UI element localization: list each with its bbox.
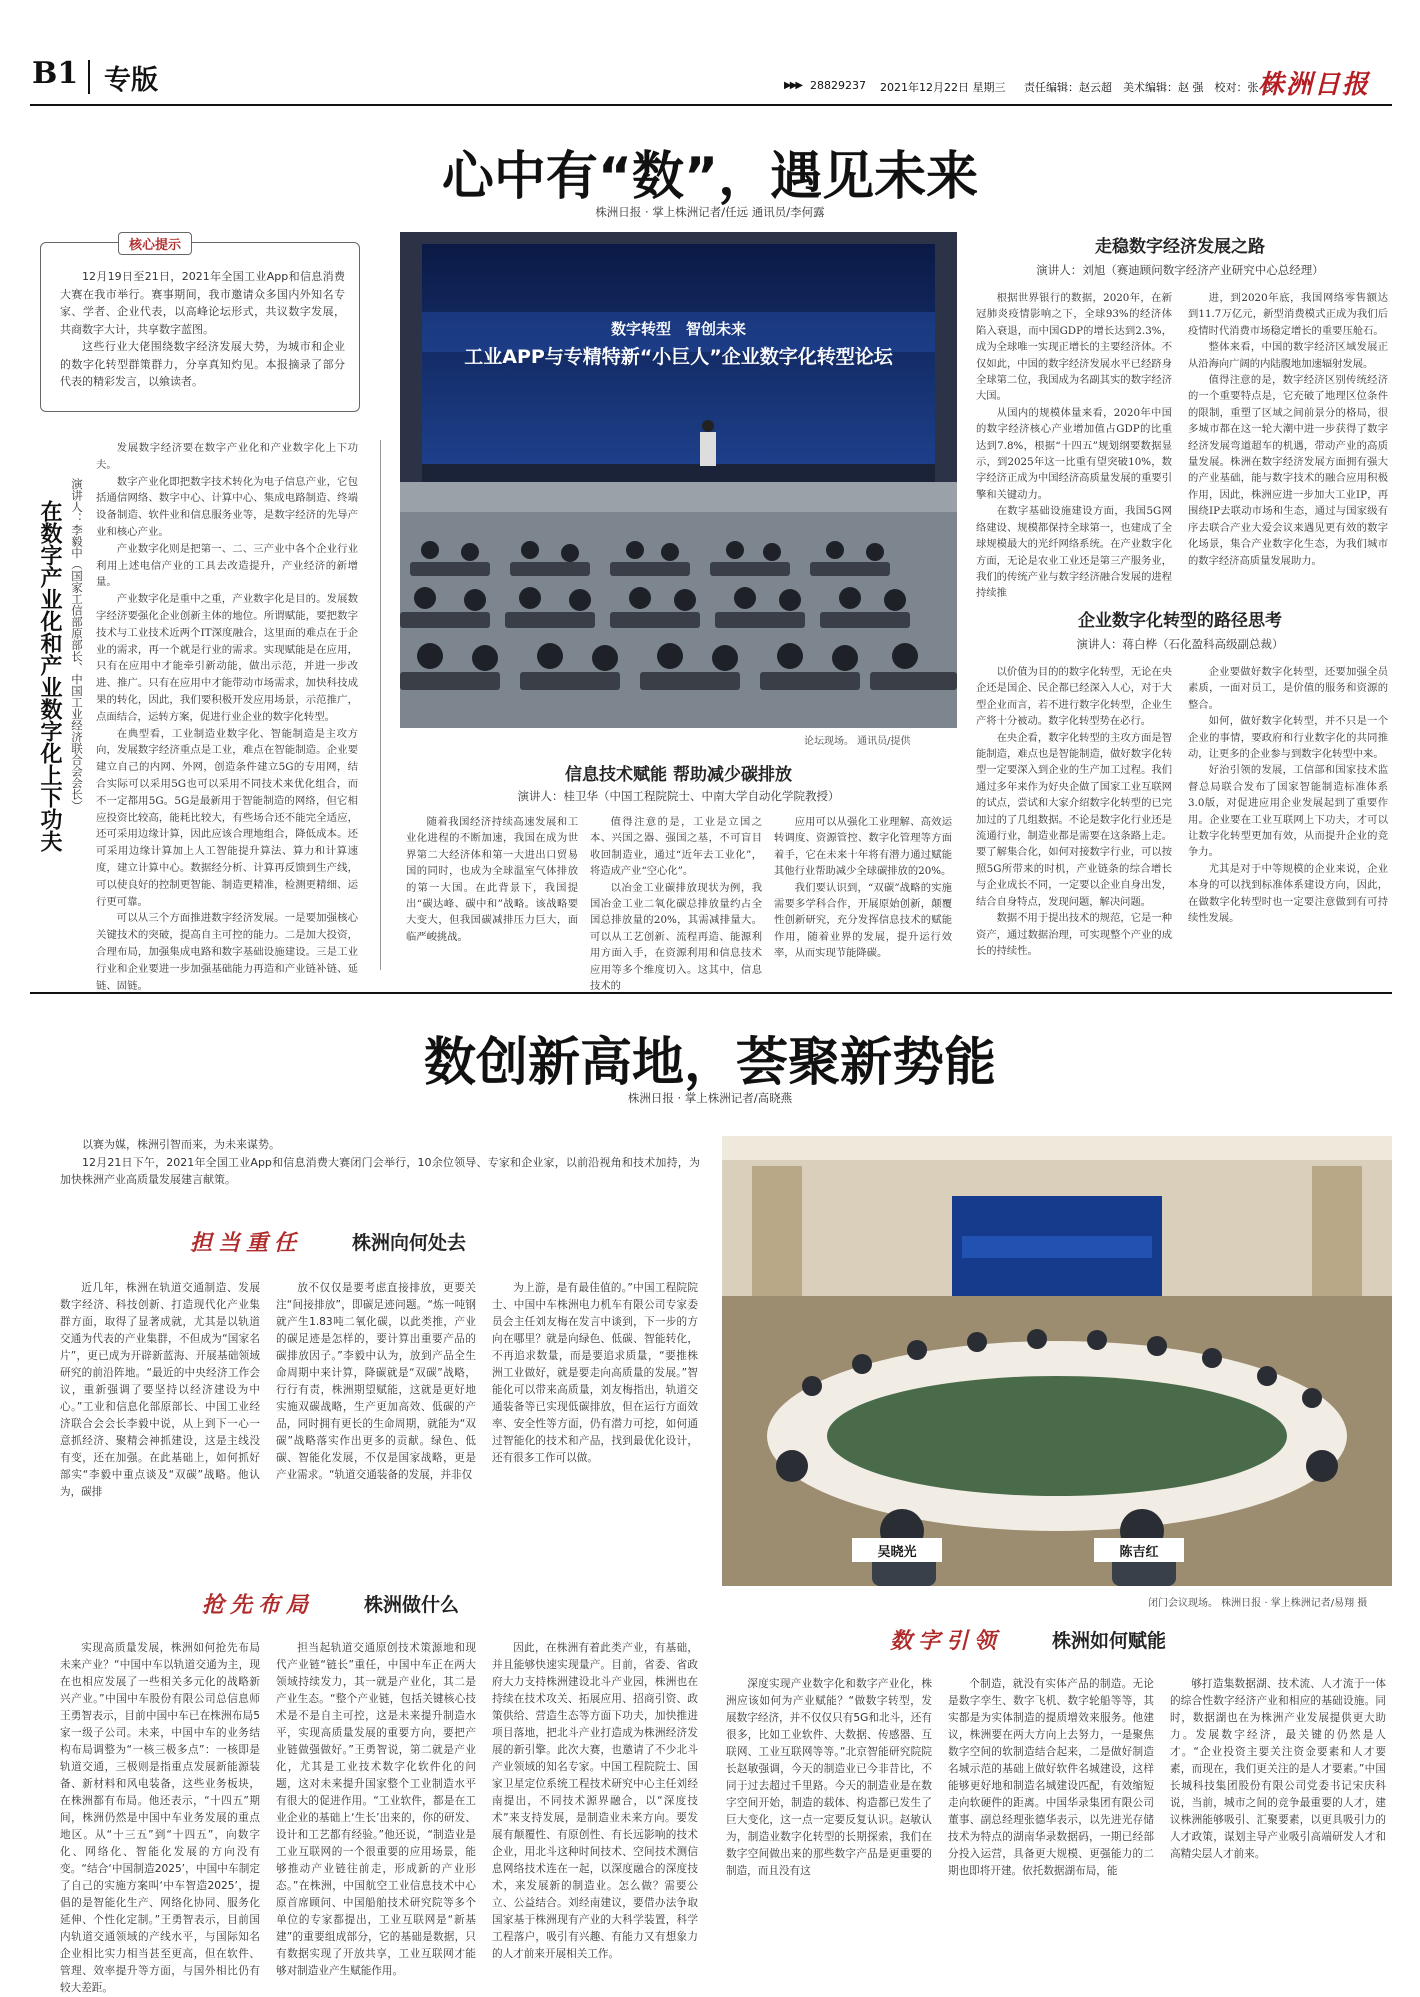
article2-intro-p2: 12月21日下午，2021年全国工业App和信息消费大赛闭门会举行，10余位领导、专家和企业家，以前沿视角和技术加持，为加快株洲产业高质量发展建言献策。	[60, 1155, 700, 1186]
meeting-photo-image	[722, 1136, 1392, 1586]
s1-p1: 根据世界银行的数据，2020年，在新冠肺炎疫情影响之下，全球93%的经济体陷入衰退，而中国GDP的增长达到2.3%，成为全球唯一实现正增长的主要经济体。不仅如此，中国的数字经济发展水平已经跻身全球第二位，我国成为名副其实的数字经济大国。	[976, 292, 1172, 403]
s2-body-col1	[406, 814, 578, 974]
sec1-title: 株洲向何处去	[352, 1232, 467, 1254]
sec1-deco-title: 担当重任	[190, 1230, 303, 1256]
s1-p5: 整体来看，中国的数字经济区域发展正从沿海向广阔的内陆腹地加速辐射发展。	[1188, 341, 1388, 370]
s3-title: 企业数字化转型的路径思考	[1078, 611, 1282, 631]
sec2-col1-text: 实现高质量发展，株洲如何抢先布局未来产业？“中国中车以轨道交通为主，现在也相应发展了一些相关多元化的战略新兴产业。”中国中车股份有限公司总信息师王勇智表示，目前中国中车已在株洲布局5家一级子公司。未来，中国中车的业务结构布局调整为“一核三极多点”：一核即是轨道交通，三极则是指重点发展新能源装备、新材料和风电装备，这些业务板块，在株洲都有布局。他还表示，“十四五”期间，株洲仍然是中国中车业务发展的重点地区。从“十三五”到“十四五”，向数字化、网络化、智能化发展的方向没有变。“结合‘中国制造2025’，中国中车制定了自己的实施方案叫‘中车智造2025’，提倡的是智能化生产、网络化协同、服务化延伸、个性化定制。”王勇智表示，目前国内轨道交通领域的产线水平，与国际知名企业相比实力相当甚至更高，但在软件、管理、效率提升等方面，与国外相比仍有较大差距。	[60, 1642, 260, 1994]
sec1-col3	[492, 1280, 698, 1580]
sec1-col2	[276, 1280, 476, 1580]
s3-body-left	[976, 664, 1172, 974]
s3-p7: 尤其是对于中等规模的企业来说，企业本身的可以找到标准体系建设方向，因此，在做数字化转型时也一定要注意做到有可持续性发展。	[1188, 862, 1388, 925]
s3-p2: 在央企看，数字化转型的主攻方面是智能制造，难点也是智能制造，做好数字化转型一定要深入到企业的生产加工过程。我们通过多年来作为好央企做了国家工业互联网的试点，尝试和大家介绍数字化转型的已完加过的了几组数据。不论是数字化行业还是流通行业，制造业都是需要在这条路上走。要了解集合化，如何对接数字行业，可以按照5G所带来的时机，产业链条的综合增长与企业成长不同，一定要以企业自身出发，结合自身特点，发现问题，解决问题。	[976, 731, 1172, 908]
sec3-col3	[1170, 1676, 1386, 1968]
sec3-col1	[726, 1676, 932, 1968]
article2-intro-p1: 以赛为媒，株洲引智而来，为未来谋势。	[82, 1138, 280, 1151]
s3-p1: 以价值为目的的数字化转型，无论在央企还是国企、民企都已经深入人心，对于大型企业而言，若不进行数字化转型，企业生产将十分被动。数字化转型势在必行。	[976, 666, 1172, 728]
s3-p3: 数据不用于提出技术的规范，它是一种资产，通过数据治理，可实现整个产业的成长的持续性。	[976, 912, 1172, 957]
side-p5: 在典型看，工业制造业数字化、智能制造是主攻方向，发展数字经济重点是工业，难点在智能制造。企业要建立自己的内网、外网，创造条件建立5G的专用网，结合实际可以采用5G也可以采用不同技术来优化组合，而不一定都用5G。5G是最新用于智能制造的网络，但它相应投资比较高，能耗比较大，有些场合还不能完全适应，还可采用边缘计算，因此应该合理地组合，降低成本。还可采用边缘计算加上人工智能提升算法、算力和计算速度，建立计算中心。数据经分析、计算再反馈到生产线，可以使良好的控制更智能、制造更精准，检测更精细、运行更可靠。	[96, 727, 358, 908]
article1-title: 心中有“数”，遇见未来	[441, 147, 979, 207]
side-p4: 产业数字化是重中之重，产业数字化是目的。发展数字经济要强化企业创新主体的地位。所谓赋能，要把数字技术与工业技术近两个IT深度融合，这里面的难点在于企业的需求，再一个就是行业的需求。实现赋能是在应用，只有在应用中才能牵引新动能，做出示范，并进一步改进、推广。只有在应用中才能带动市场需求，加快科技成果的转化，因此，我们要积极开发应用场景，示范推广，点面结合，运转方案，促进行业企业的数字化转型。	[96, 593, 358, 723]
forum-photo-image	[400, 232, 957, 728]
s2-p5: 我们要认识到，“双碳”战略的实施需要多学科合作，开展原始创新，颠覆性创新研究，充分发挥信息技术的赋能作用，随着业界的发展，提升运行效率，从而实现节能降碳。	[774, 881, 952, 960]
s3-p6: 好治引领的发展，工信部和国家技术监督总局联合发布了国家智能制造标准体系3.0版，对促进应用企业发展起到了重要作用。企业要在工业互联网上下功夫，才可以让数字化转型更加有效，从而提升企业的竞争力。	[1188, 764, 1388, 859]
nameplate-1: 吴晓光	[877, 1545, 917, 1560]
forum-banner-line2: 工业APP与专精特新“小巨人”企业数字化转型论坛	[464, 346, 893, 368]
s1-p4: 进，到2020年底，我国网络零售额达到11.7万亿元，新型消费模式正成为我们后疫情时代消费市场稳定增长的重要压舱石。	[1188, 292, 1388, 337]
s2-p2: 值得注意的是，工业是立国之本、兴国之器、强国之基，不可盲目收回制造业，通过“近年去工业化”，将造成产业“空心化”。	[590, 816, 762, 878]
s2-p1: 随着我国经济持续高速发展和工业化进程的不断加速，我国在成为世界第二大经济体和第一大进出口贸易国的同时，也成为全球温室气体排放的第一大国。在此背景下，我国提出“碳达峰、碳中和”战略。该战略要大变大，但我国碳减排压力巨大，面临严峻挑战。	[406, 816, 578, 943]
section-name: 专版	[104, 65, 158, 96]
sec1-col3-text: 为上游，是有最佳值的。”中国工程院院士、中国中车株洲电力机车有限公司专家委员会主任刘友梅在发言中谈到，下一步的方向在哪里？就是向绿色、低碳、智能转化，不再追求数量，而是要追求质量，“要推株洲工业做好，就是要走向高质量的发展。”智能化可以带来高质量，刘友梅指出，轨道交通装备等已实现低碳排放，但在运行方面效率、安全性等方面，仍有潜力可挖，如何通过智能化的技术和产品，找到最优化设计，还有很多工作可以做。	[492, 1282, 698, 1464]
s1-speaker: 演讲人：刘旭（赛迪顾问数字经济产业研究中心总经理）	[1036, 263, 1324, 277]
s2-title: 信息技术赋能 帮助减少碳排放	[565, 765, 792, 785]
sec2-col2	[276, 1640, 476, 1977]
phone-number: 28829237	[810, 79, 866, 92]
s1-body-right	[1188, 290, 1388, 580]
sec3-deco-title: 数字引领	[890, 1628, 1003, 1654]
article1-byline: 株洲日报 · 掌上株洲记者/任远 通讯员/李何露	[595, 205, 825, 219]
sec2-col2-text: 担当起轨道交通原创技术策源地和现代产业链“链长”重任，中国中车正在两大领域持续发力，其一就是产业化，其二是产业生态。“整个产业链，包括关键核心技术是不是自主可控，这是未来提升制造水平，实现高质量发展的重要方向，要把产业链做强做好。”王勇智说，第二就是产业化，尤其是工业技术数字化软件化的问题，这对未来提升国家整个工业制造水平有很大的促进作用。“工业软件，都是在工业企业的基础上‘生长’出来的，你的研发、设计和工艺都有经验。”他还说，“制造业是工业互联网的一个很重要的应用场景，能够推动产业链往前走，形成新的产业形态。”在株洲，中国航空工业信息技术中心原首席顾问、中国船舶技术研究院等多个单位的专家都提出，工业互联网是“新基建”的重要组成部分，它的基础是数据，只有数据实现了开放共享，工业互联网才能够对制造业产生赋能作用。	[276, 1642, 476, 1977]
s3-p5: 如何，做好数字化转型，并不只是一个企业的事情，要政府和行业数字化的共同推动，让更多的企业参与到数字化转型中来。	[1188, 715, 1388, 761]
sec1-col1-text: 近几年，株洲在轨道交通制造、发展数字经济、科技创新、打造现代化产业集群方面，取得了显著成就，尤其是以轨道交通为代表的产业集群，不但成为“国家名片”，更已成为开辟新蓝海、开展基础领域研究的前沿阵地。“最近的中央经济工作会议，重新强调了要坚持以经济建设为中心。”工业和信息化部原部长、中国工业经济联合会会长李毅中说，从上到下一心一意抓经济、聚精会神抓建设，这是主线没有变，还在加强。在此基础上，如何抓好部实“李毅中重点谈及“双碳”战略。他认为，碳排	[60, 1282, 260, 1498]
core-hint-label	[118, 232, 192, 255]
editor-credits: 责任编辑：赵云超 美术编辑：赵 强 校对：张 武	[1024, 81, 1273, 94]
side-p6: 可以从三个方面推进数字经济发展。一是要加强核心关键技术的突破，提高自主可控的能力。二是加大投资，合理布局，加强集成电路和数字基础设施建设。三是工业行业和企业要进一步加强基础能力再造和产业链补链、延链、固链。	[96, 912, 358, 992]
core-hint-label-text: 核心提示	[129, 238, 182, 253]
forum-banner-line1: 数字转型 智创未来	[610, 320, 746, 338]
s2-body-col2	[590, 814, 762, 993]
side-article-body	[96, 440, 358, 992]
sec3-col3-text: 够打造集数据湖、技术流、人才流于一体的综合性数字经济产业和相应的基础设施。同时，数据湖也在为株洲产业发展提供更大助力。发展数字经济，最关键的仍然是人才。“企业投资主要关注资金要素和人才要素，而现在，我们更关注的是人才要素。”中国长城科技集团股份有限公司党委书记宋庆科说，当前，城市之间的竞争最重要的人才，建议株洲能够吸引、汇聚要素，以更具吸引力的人才政策，谋划主导产业吸引高端研发人才和高精尖层人才前来。	[1170, 1678, 1386, 1860]
core-hint-p2: 这些行业大佬围绕数字经济发展大势，为城市和企业的数字化转型群策群力，分享真知灼见。本报摘录了部分代表的精彩发言，以飨读者。	[60, 340, 345, 388]
article2-byline: 株洲日报 · 掌上株洲记者/高晓燕	[627, 1091, 793, 1105]
s3-p4: 企业要做好数字化转型，还要加强全员素质，一面对员工，是价值的服务和资源的整合。	[1188, 666, 1388, 711]
side-p1: 发展数字经济要在数字产业化和产业数字化上下功夫。	[96, 442, 358, 471]
side-headline: 在数字产业化和产业数字化上下功夫	[37, 500, 62, 852]
forum-photo	[400, 232, 957, 728]
side-p3: 产业数字化则是把第一、二、三产业中各个企业行业利用上述电信产业的工具去改造提升，产业经济的新增量。	[96, 542, 358, 589]
core-hint-p1: 12月19日至21日，2021年全国工业App和信息消费大赛在我市举行。赛事期间，我市邀请众多国内外知名专家、学者、企业代表，以高峰论坛形式，共议数字发展，共商数字大计，共享数字蓝图。	[60, 270, 345, 336]
sec2-col3	[492, 1640, 698, 1968]
sec1-col2-text: 放不仅仅是要考虑直接排放，更要关注“间接排放”，即碳足迹问题。“炼一吨钢就产生1.83吨二氧化碳，以此类推，产业的碳足迹是怎样的，要计算出重要产品的碳排放因子。”李毅中认为，放到产品全生命周期中来计算，降碳就是“双碳”战略，行行有责，株洲期望赋能，这就是更好地实施双碳战略，生产更加高效、低碳的产品，同时拥有更长的生命周期，就能为“双碳”战略落实作出更多的贡献。绿色、低碳、智能化发展，不仅是国家战略，更是产业需求。“轨道交通装备的发展，并非仅	[276, 1282, 476, 1481]
sec3-title: 株洲如何赋能	[1052, 1630, 1167, 1652]
s1-body-left	[976, 290, 1172, 600]
s2-p4: 应用可以从强化工业理解、高效运转调度、资源管控、数字化管理等方面着手，它在未来十年将有潜力通过赋能其他行业帮助减少全球碳排放的20%。	[774, 816, 952, 878]
s3-speaker: 演讲人：蒋白桦（石化盈科高级副总裁）	[1076, 637, 1284, 651]
s2-p3: 以冶金工业碳排放现状为例，我国冶金工业二氧化碳总排放量约占全国总排放量的20%，其需减排量大。可以从工艺创新、流程再造、能源利用方面入手，在资源利用和信息技术应用等多个维度切入。这其中，信息技术的	[590, 881, 762, 993]
newspaper-logo: 株洲日报	[1258, 70, 1371, 100]
side-divider	[380, 440, 381, 970]
s2-body-col3	[774, 814, 952, 974]
meeting-photo-caption: 闭门会议现场。 株洲日报 · 掌上株洲记者/易翔 摄	[1148, 1598, 1368, 1609]
page-number: B1	[32, 56, 79, 91]
s1-p3: 在数字基础设施建设方面，我国5G网络建设、规模都保持全球第一，也建成了全球规模最大的光纤网络系统。在产业数字化方面，无论是农业工业还是第三产服务业，我们的传统产业与数字经济融合发展的进程持续推	[976, 505, 1172, 600]
core-hint-text	[60, 268, 345, 408]
s1-p6: 值得注意的是，数字经济区别传统经济的一个重要特点是，它充破了地理区位条件的限制，重塑了区域之间前景分的格局，很多城市都在这一轮大潮中进一步获得了数字经济发展弯道超车的机遇，带动产业的高质量发展。株洲在数字经济发展方面拥有强大的产业基础，能与数字技术的融合应用积极作用，因此，株洲应进一步加大工业IP，再围绕IP去联动市场和生态，通过与国家级有序去联合产业大爱会议来遇见更有效的数字化场景，集合产业数字化生态，为我们城市的数字经济高质量发展助力。	[1188, 374, 1388, 567]
article-separator	[30, 992, 1392, 994]
sec2-col3-text: 因此，在株洲有着此类产业，有基础，并且能够快速实现量产。目前，省委、省政府大力支持株洲建设北斗产业园，株洲也在持续在技术攻关、拓展应用、招商引资、政策供给、营造生态等方面下功夫，加快推进项目落地，把北斗产业打造成为株洲经济发展的新引擎。此次大赛，也邀请了不少北斗产业领域的知名专家。中国工程院院士、国家卫星定位系统工程技术研究中心主任刘经南提出，不同技术源界融合，以“深度技术”来支持发展，是制造业未来方向。要发展有颠覆性、有原创性、有长远影响的技术企业，用北斗这种时间技术、空间技术测信息网络技术连在一起，以深度融合的深度技术，来发展新的制造业。怎么做？需要公立、公益结合。刘经南建议，要借办法争取国家基于株洲现有产业的大科学装置，科学工程落户，吸引有兴趣、有能力又有想象力的人才前来开展相关工作。	[492, 1642, 698, 1960]
s2-speaker: 演讲人：桂卫华（中国工程院院士、中南大学自动化学院教授）	[517, 789, 840, 803]
nameplate-2: 陈吉红	[1119, 1545, 1159, 1560]
forum-photo-caption: 论坛现场。 通讯员/提供	[804, 736, 911, 747]
s1-title: 走稳数字经济发展之路	[1095, 237, 1265, 257]
phone-arrows-icon: ▶▶▶	[784, 80, 802, 91]
side-p2: 数字产业化即把数字技术转化为电子信息产业，它包括通信网络、数字中心、计算中心、集成电路制造、终端设备制造、软件业和信息服务业等，是数字经济的先导产业和核心产业。	[96, 475, 358, 538]
masthead-divider	[88, 60, 90, 94]
sec2-title: 株洲做什么	[364, 1594, 460, 1616]
issue-date: 2021年12月22日 星期三	[880, 81, 1006, 94]
sec3-col2-text: 个制造，就没有实体产品的制造。无论是数字孪生、数字飞机、数字轮船等等，其实都是为实体制造的提质增效来服务。他建议，株洲要在两大方向上去努力，一是聚焦数字空间的软制造结合起来，二是做好制造名城示范的基础上做好软件名城建设，这样能够更好地和制造名城建设匹配，有效缩短走向软硬件的距离。中国华录集团有限公司董事、副总经理张德华表示，以先进光存储技术为特点的湖南华录数据码，一期已经部分投入运营，具备更大规模、更强能力的二期也即将开建。依托数据湖布局，能	[948, 1678, 1154, 1877]
masthead-rule	[30, 104, 1392, 106]
article2-intro	[60, 1136, 700, 1196]
sec3-col1-text: 深度实现产业数字化和数字产业化，株洲应该如何为产业赋能？“做数字转型，发展数字经济，并不仅仅只有5G和北斗，还有很多，比如工业软件、大数据、传感器、互联网、工业互联网等等。”北京智能研究院院长赵敏强调，今天的制造业已今非昔比，不同于过去超过千里路。今天的制造业是在数字空间开始，制造的载体、构造都已发生了巨大变化，这一点一定要反复认识。赵敏认为，制造业数字化转型的长期探索，我们在数字空间做出来的那些数字产品是更重要的制造，而且没有这	[726, 1678, 932, 1877]
sec1-col1	[60, 1280, 260, 1580]
side-speaker: 演讲人：李毅中（国家工信部原部长、中国工业经济联合会会长）	[70, 478, 84, 812]
article2-title: 数创新高地，荟聚新势能	[423, 1033, 996, 1093]
s3-body-right	[1188, 664, 1388, 974]
sec3-col2	[948, 1676, 1154, 1968]
sec2-deco-title: 抢先布局	[202, 1592, 315, 1618]
sec2-col1	[60, 1640, 260, 1994]
meeting-photo	[722, 1136, 1392, 1586]
s1-p2: 从国内的规模体量来看，2020年中国的数字经济核心产业增加值占GDP的比重达到7.8%，根据“十四五”规划纲要数据显示，到2025年这一比重有望突破10%，数字经济正成为中国经济高质量发展的重要引擎和关键动力。	[976, 406, 1172, 501]
